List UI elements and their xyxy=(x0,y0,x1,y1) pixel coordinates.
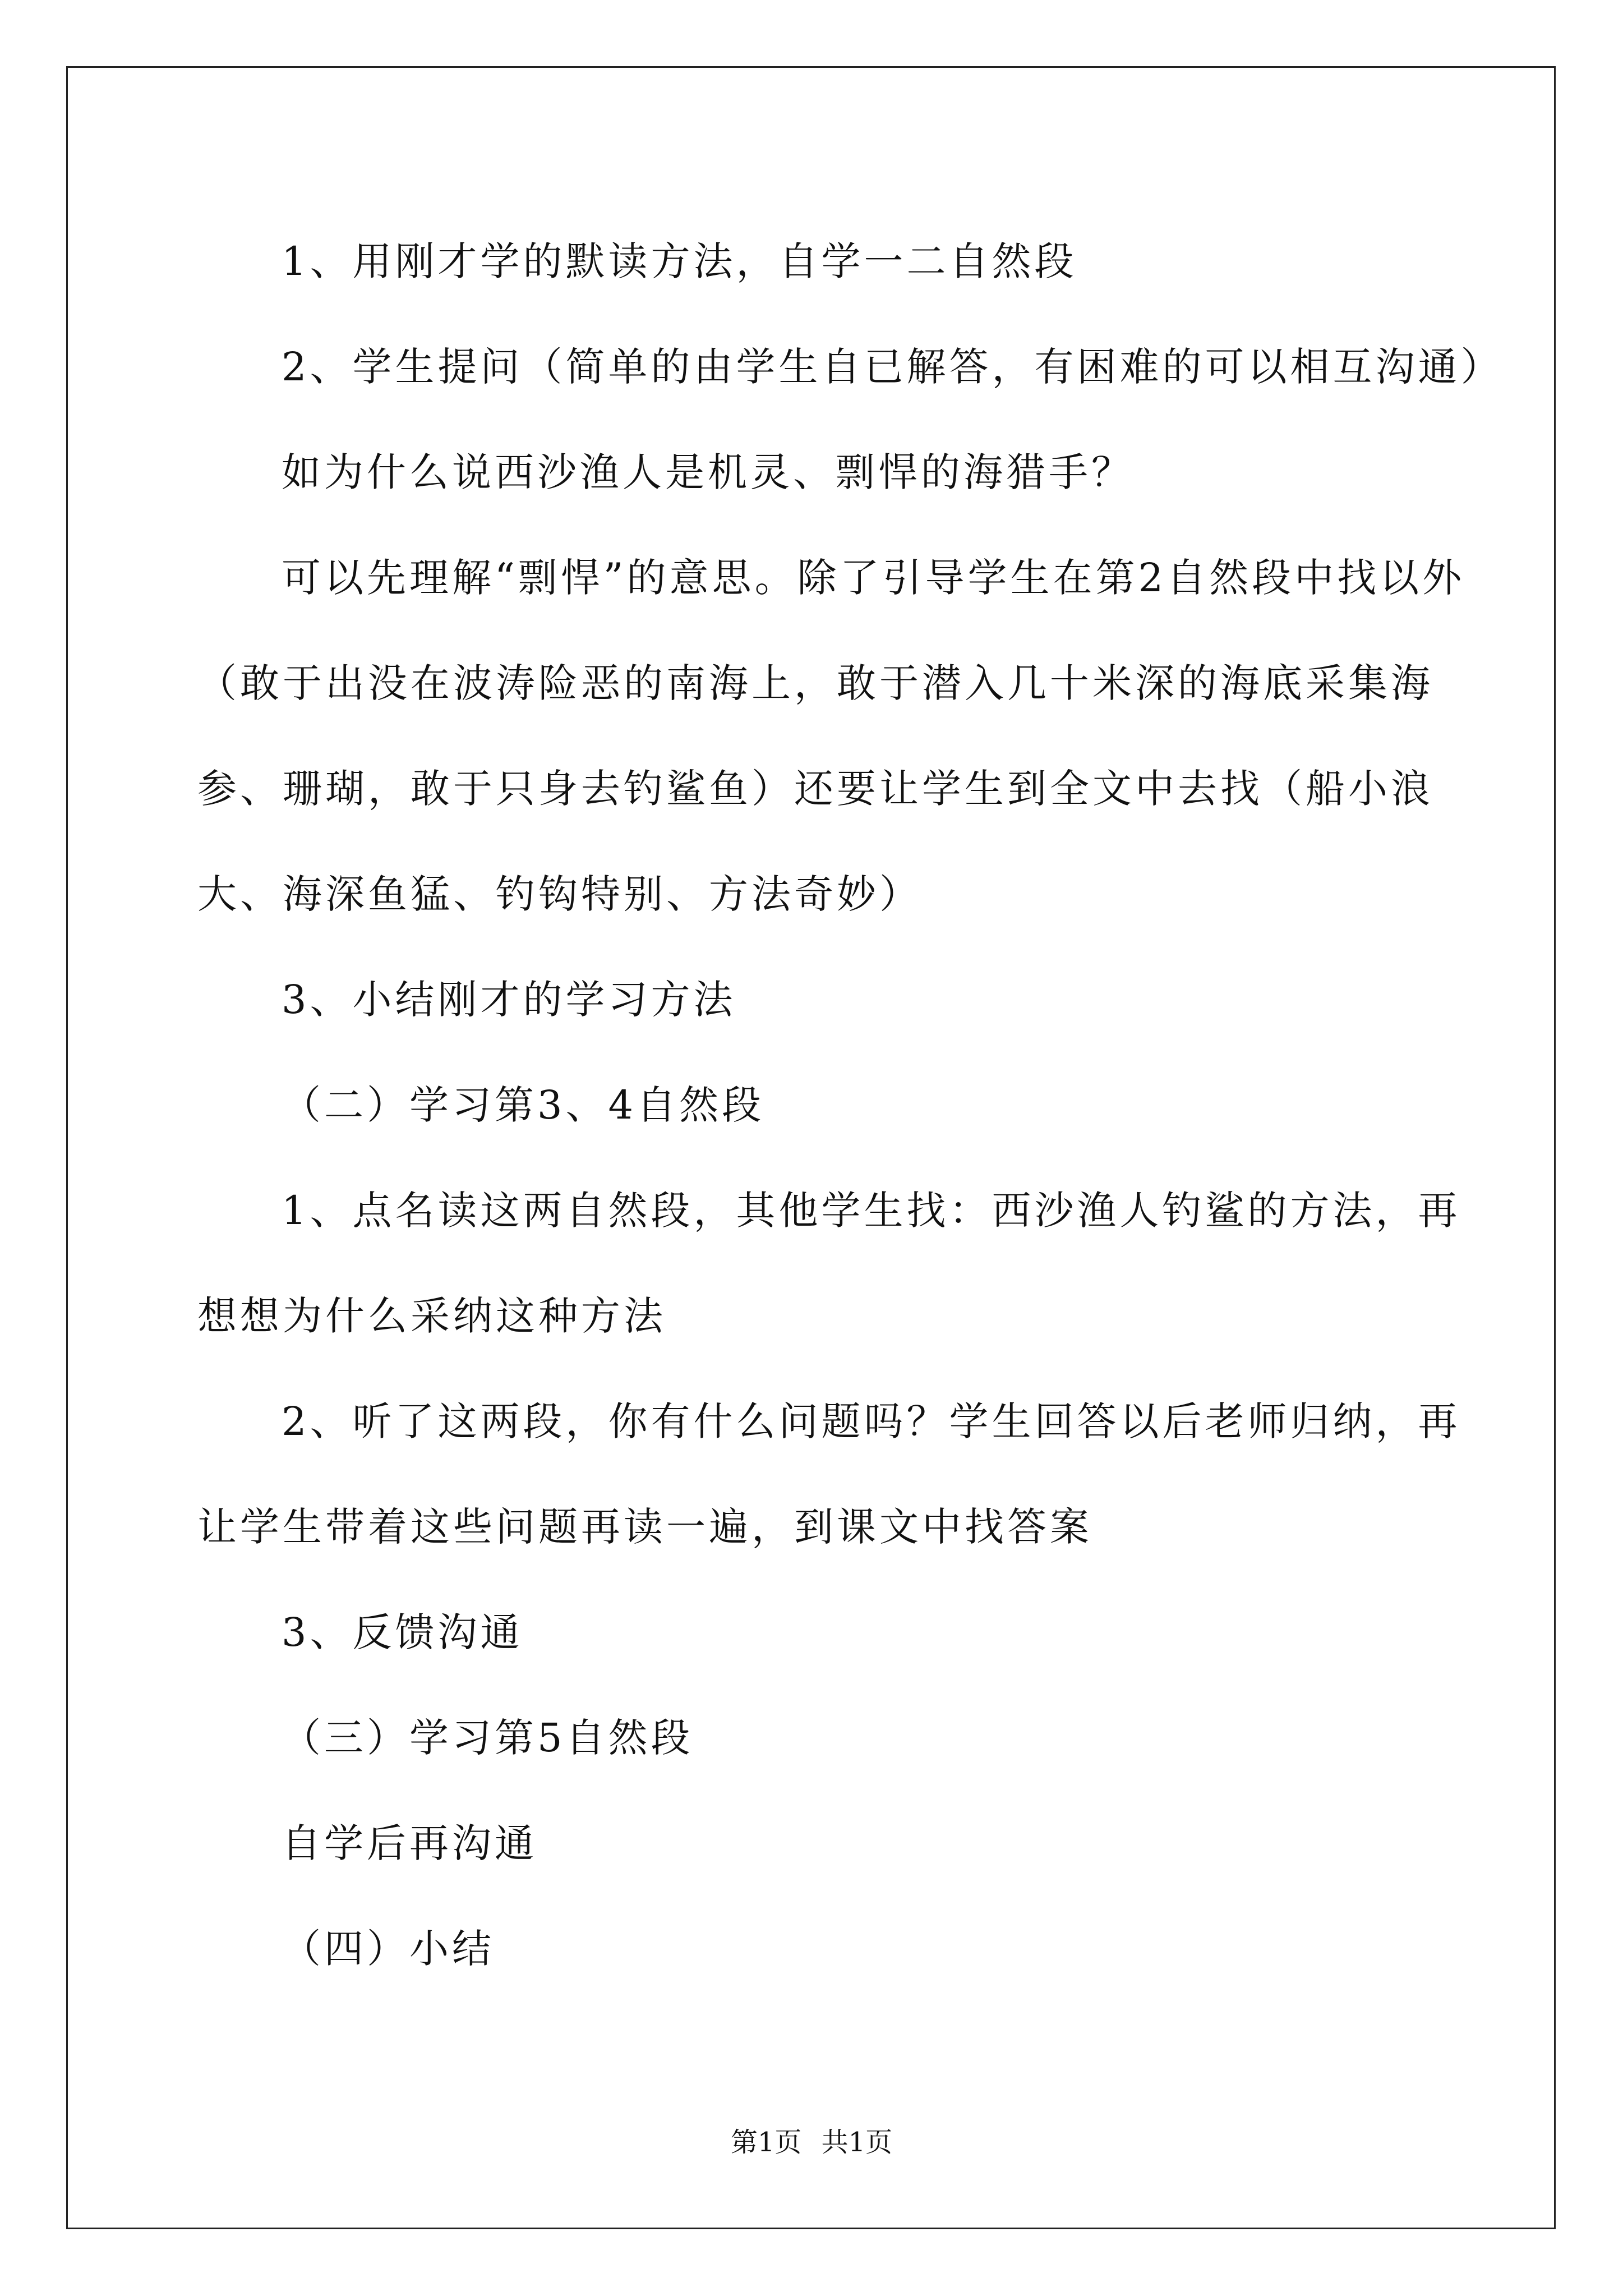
page-footer xyxy=(0,2120,1623,2159)
paragraph-8: 3、反馈沟通 xyxy=(282,1609,523,1655)
paragraph-9: 自学后再沟通 xyxy=(282,1820,537,1866)
paragraph-5: 3、小结刚才的学习方法 xyxy=(282,977,736,1023)
section-heading-2: （二）学习第3、4自然段 xyxy=(282,1082,765,1128)
section-heading-4: （四）小结 xyxy=(282,1926,495,1972)
paragraph-1: 1、用刚才学的默读方法，自学一二自然段 xyxy=(282,238,1077,284)
paragraph-7: 2、听了这两段，你有什么问题吗？学生回答以后老师归纳，再让学生带着这些问题再读一遍，到课文中找答案 xyxy=(197,1398,1461,1550)
document-body xyxy=(197,209,1504,2001)
page-total: 共1页 xyxy=(821,2127,893,2158)
page-number: 第1页 xyxy=(730,2127,802,2158)
section-heading-3: （三）学习第5自然段 xyxy=(282,1715,694,1761)
paragraph-4: 可以先理解“剽悍”的意思。除了引导学生在第2自然段中找以外（敢于出没在波涛险恶的南海上，敢于潜入几十米深的海底采集海参、珊瑚，敢于只身去钓鲨鱼）还要让学生到全文中去找（船小浪大、海深鱼猛、钓钩特别、方法奇妙） xyxy=(197,555,1465,917)
paragraph-6: 1、点名读这两自然段，其他学生找：西沙渔人钓鲨的方法，再想想为什么采纳这种方法 xyxy=(197,1188,1461,1339)
paragraph-3: 如为什么说西沙渔人是机灵、剽悍的海猎手？ xyxy=(282,449,1134,495)
paragraph-2: 2、学生提问（简单的由学生自已解答，有困难的可以相互沟通） xyxy=(282,344,1504,390)
